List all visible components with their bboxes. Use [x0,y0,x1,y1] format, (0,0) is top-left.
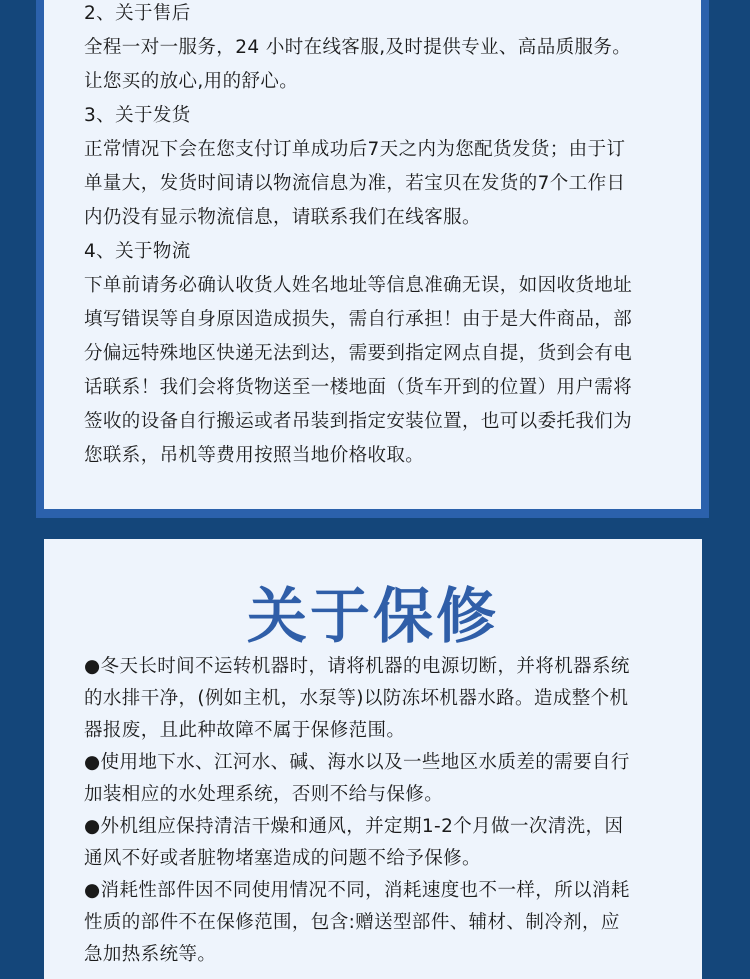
warranty-line: 的水排干净，(例如主机，水泵等)以防冻坏机器水路。造成整个机 [84,688,629,709]
warranty-line: ●外机组应保持清洁干燥和通风，并定期1-2个月做一次清洗，因 [84,816,624,837]
warranty-line: ●使用地下水、江河水、碱、海水以及一些地区水质差的需要自行 [84,752,630,773]
after-sales-line: 全程一对一服务，24 小时在线客服,及时提供专业、高品质服务。 [84,37,632,58]
logistics-line: 分偏远特殊地区快递无法到达，需要到指定网点自提，货到会有电 [84,343,633,364]
warranty-text [84,651,674,971]
warranty-line: 性质的部件不在保修范围，包含:赠送型部件、辅材、制冷剂，应 [84,912,620,933]
logistics-line: 您联系，吊机等费用按照当地价格收取。 [84,445,425,466]
warranty-line: 通风不好或者脏物堵塞造成的问题不给予保修。 [84,848,481,869]
warranty-line: 加装相应的水处理系统，否则不给与保修。 [84,784,444,805]
warranty-panel [44,539,702,979]
top-panel-frame [36,0,709,518]
logistics-line: 签收的设备自行搬运或者吊装到指定安装位置，也可以委托我们为 [84,411,633,432]
warranty-line: 急加热系统等。 [84,944,217,965]
warranty-title: 关于保修 [247,582,499,652]
policy-text [84,0,674,473]
shipping-line: 正常情况下会在您支付订单成功后7天之内为您配货发货；由于订 [84,139,626,160]
shipping-line: 单量大，发货时间请以物流信息为准，若宝贝在发货的7个工作日 [84,173,626,194]
top-panel [44,0,701,509]
after-sales-line: 让您买的放心,用的舒心。 [84,71,299,92]
warranty-line: 器报废，且此种故障不属于保修范围。 [84,720,406,741]
logistics-line: 下单前请务必确认收货人姓名地址等信息准确无误，如因收货地址 [84,275,633,296]
shipping-heading: 3、关于发货 [84,105,191,126]
shipping-line: 内仍没有显示物流信息，请联系我们在线客服。 [84,207,481,228]
warranty-line: ●冬天长时间不运转机器时，请将机器的电源切断，并将机器系统 [84,656,630,677]
logistics-line: 话联系！我们会将货物送至一楼地面（货车开到的位置）用户需将 [84,377,633,398]
after-sales-heading: 2、关于售后 [84,3,191,24]
logistics-heading: 4、关于物流 [84,241,191,262]
logistics-line: 填写错误等自身原因造成损失，需自行承担！由于是大件商品，部 [84,309,633,330]
warranty-line: ●消耗性部件因不同使用情况不同，消耗速度也不一样，所以消耗 [84,880,630,901]
